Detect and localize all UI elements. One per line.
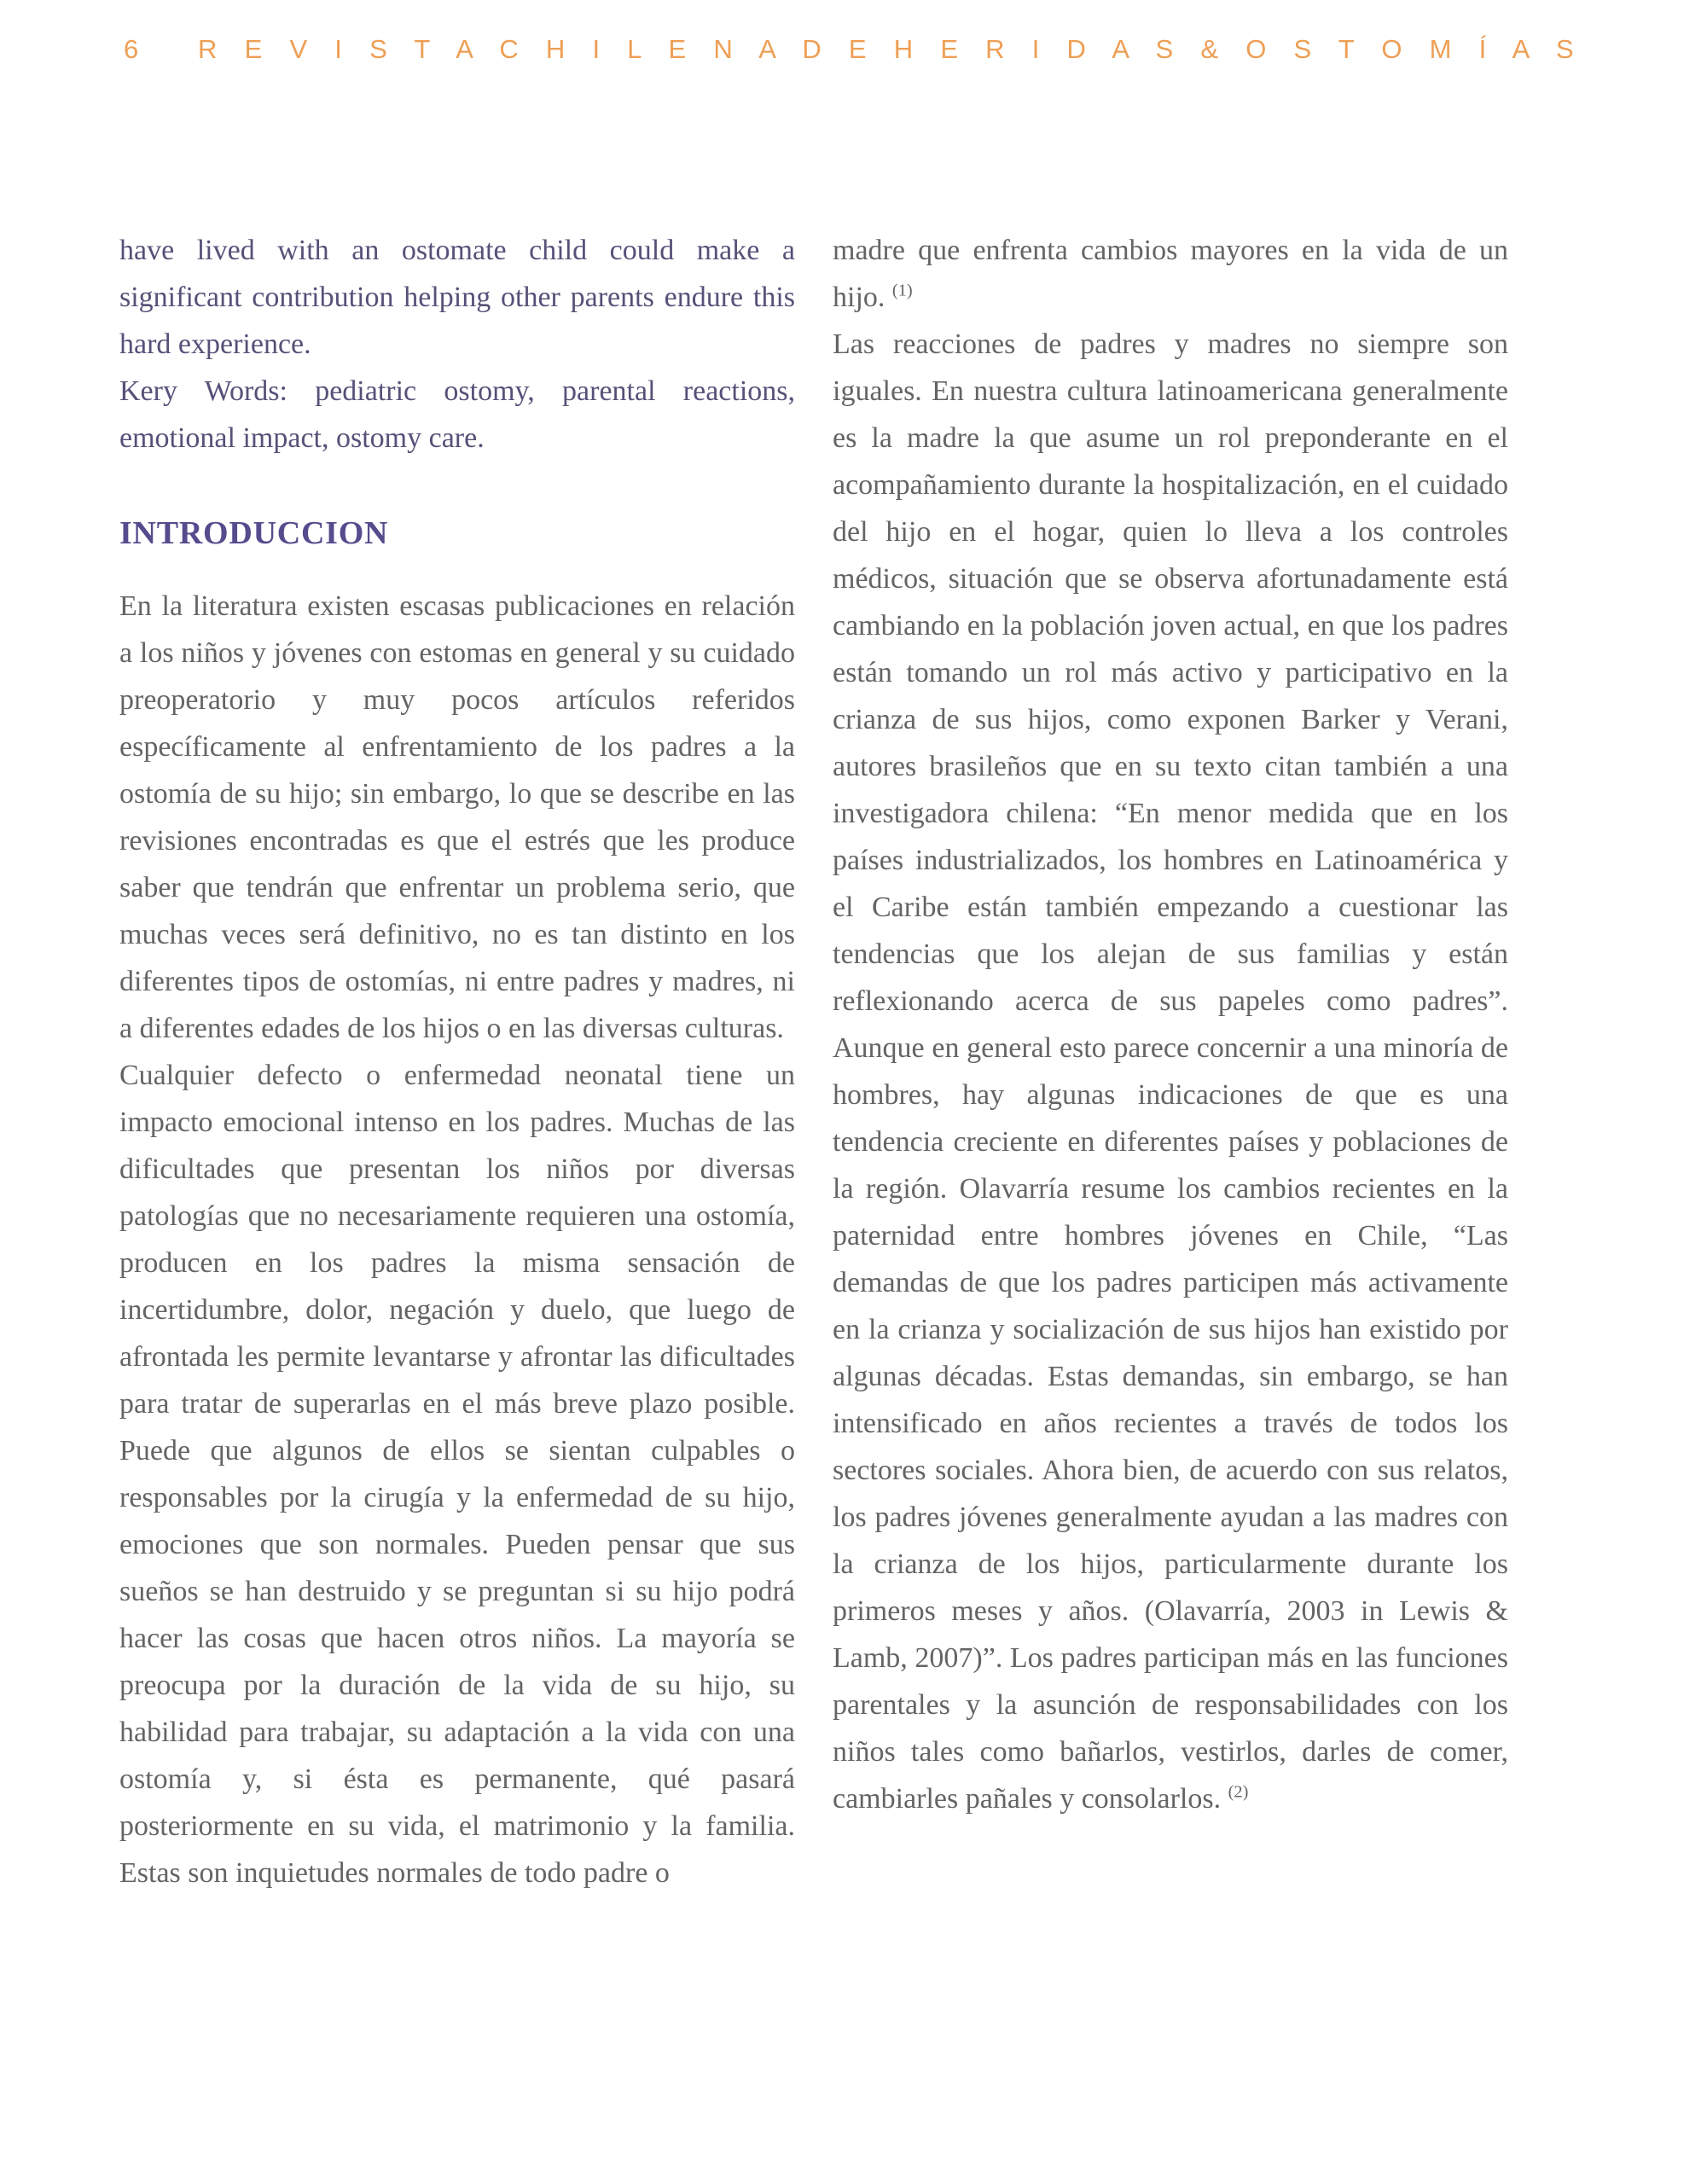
reference-marker-2: (2)	[1228, 1782, 1249, 1802]
left-column	[119, 227, 795, 1896]
paragraph-text: madre que enfrenta cambios mayores en la vida de un hijo.	[833, 235, 1508, 313]
paragraph-intro-2: Cualquier defecto o enfermedad neonatal tiene un impacto emocional intenso en los padres. Muchas de las dificultades que presentan los niños por diversas patologías que no necesariamente requieren una ostomía, producen en los padres la misma sensación de incertidumbre, dolor, negación y duelo, que luego de afrontada les permite levantarse y afrontar las dificultades para tratar de superarlas en el más breve plazo posible. Puede que algunos de ellos se sientan culpables o responsables por la cirugía y la enfermedad de su hijo, emociones que son normales. Pueden pensar que sus sueños se han destruido y se preguntan si su hijo podrá hacer las cosas que hacen otros niños. La mayoría se preocupa por la duración de la vida de su hijo, su habilidad para trabajar, su adaptación a la vida con una ostomía y, si ésta es permanente, qué pasará posteriormente en su vida, el matrimonio y la familia. Estas son inquietudes normales de todo padre o	[119, 1060, 795, 1889]
paragraph-intro-3	[833, 321, 1508, 1822]
page-number: 6	[124, 34, 149, 64]
paragraph-intro-2-continuation	[833, 227, 1508, 321]
journal-title: R E V I S T A C H I L E N A D E H E R I D A S & O S T O M Í A S	[198, 34, 1584, 64]
keywords-line: Kery Words: pediatric ostomy, parental reactions, emotional impact, ostomy care.	[119, 375, 795, 454]
paragraph-intro-1: En la literatura existen escasas publicaciones en relación a los niños y jóvenes con estomas en general y su cuidado preoperatorio y muy pocos artículos referidos específicamente al enfrentamiento de los padres a la ostomía de su hijo; sin embargo, lo que se describe en las revisiones encontradas es que el estrés que les produce saber que tendrán que enfrentar un problema serio, que muchas veces será definitivo, no es tan distinto en los diferentes tipos de ostomías, ni entre padres y madres, ni a diferentes edades de los hijos o en las diversas culturas.	[119, 590, 795, 1044]
right-column	[833, 227, 1508, 1822]
paragraph-text: Las reacciones de padres y madres no siempre son iguales. En nuestra cultura latinoamericana generalmente es la madre la que asume un rol preponderante en el acompañamiento durante la hospitalización, en el cuidado del hijo en el hogar, quien lo lleva a los controles médicos, situación que se observa afortunadamente está cambiando en la población joven actual, en que los padres están tomando un rol más activo y participativo en la crianza de sus hijos, como exponen Barker y Verani, autores brasileños que en su texto citan también a una investigadora chilena: “En menor medida que en los países industrializados, los hombres en Latinoamérica y el Caribe están también empezando a cuestionar las tendencias que los alejan de sus familias y están reflexionando acerca de sus papeles como padres”. Aunque en general esto parece concernir a una minoría de hombres, hay algunas indicaciones de que es una tendencia creciente en diferentes países y poblaciones de la región. Olavarría resume los cambios recientes en la paternidad entre hombres jóvenes en Chile, “Las demandas de que los padres participen más activamente en la crianza y socialización de sus hijos han existido por algunas décadas. Estas demandas, sin embargo, se han intensificado en años recientes a través de todos los sectores sociales. Ahora bien, de acuerdo con sus relatos, los padres jóvenes generalmente ayudan a las madres con la crianza de los hijos, particularmente durante los primeros meses y años. (Olavarría, 2003 in Lewis & Lamb, 2007)”. Los padres participan más en las funciones parentales y la asunción de responsabilidades con los niños tales como bañarlos, vestirlos, darles de comer, cambiarles pañales y consolarlos.	[833, 328, 1508, 1815]
section-heading-introduccion: INTRODUCCION	[119, 515, 389, 551]
abstract-continuation-text: have lived with an ostomate child could make a significant contribution helping other parents endure this hard experience.	[119, 235, 795, 360]
page-header	[124, 34, 1583, 65]
reference-marker-1: (1)	[891, 281, 913, 300]
